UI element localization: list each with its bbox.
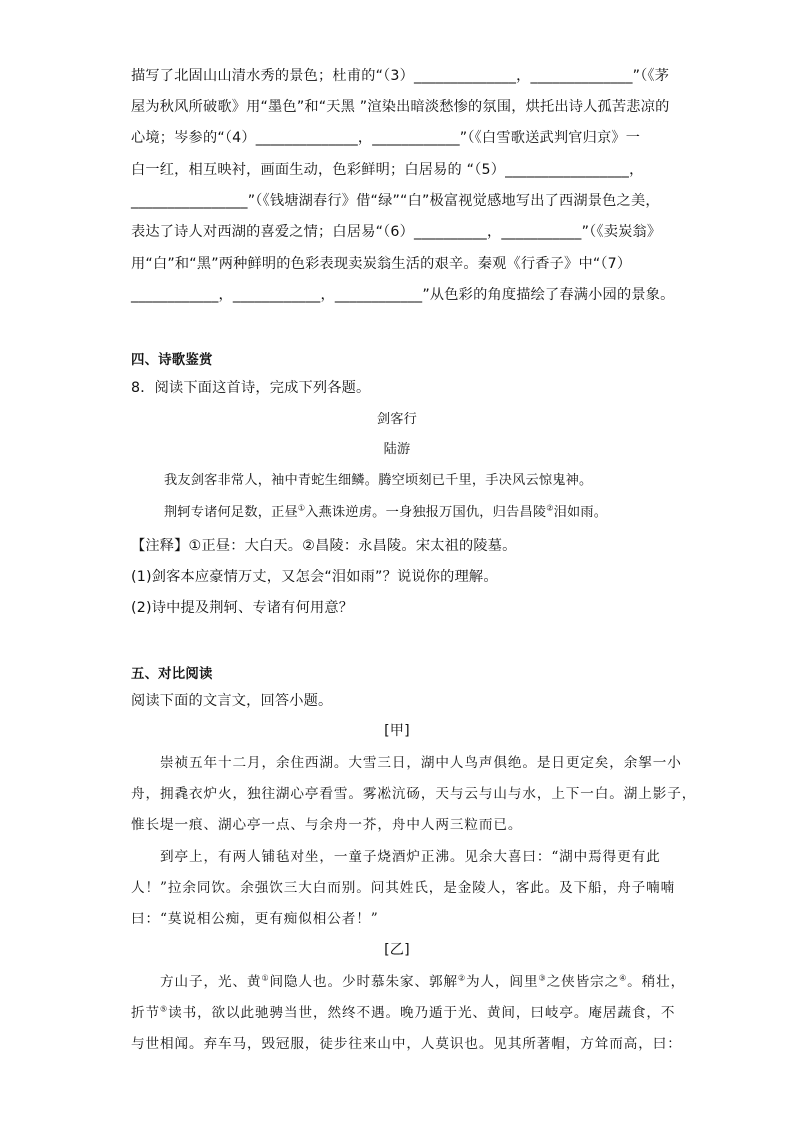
passage-line: 描写了北固山山清水秀的景色；杜甫的“（3）______________，______________”（《茅 bbox=[131, 68, 670, 84]
prose-line: 惟长堤一痕、湖心亭一点、与余舟一芥，舟中人两三粒而已。 bbox=[131, 817, 523, 833]
prose-text: 之侠皆宗之 bbox=[546, 974, 620, 990]
poem-text: 泪如雨。 bbox=[553, 505, 608, 520]
poem-line: 我友剑客非常人，袖中青蛇生细鳞。腾空顷刻已千里，手决风云惊鬼神。 bbox=[164, 473, 593, 488]
note-marker: ① bbox=[297, 503, 306, 513]
prose-text: 为人，闾里 bbox=[466, 974, 539, 990]
sub-question: (1)剑客本应豪情万丈，又怎会“泪如雨”？说说你的理解。 bbox=[131, 569, 498, 585]
passage-line: 屋为秋风所破歌》用“墨色”和“天黑 ”渲染出暗淡愁惨的氛围，烘托出诗人孤苦悲凉的 bbox=[131, 99, 670, 115]
prose-line: 舟，拥毳衣炉火，独往湖心亭看雪。雾凇沆砀，天与云与山与水，上下一白。湖上影子， bbox=[131, 786, 697, 802]
passage-label: [甲] bbox=[384, 723, 410, 739]
note-marker: ② bbox=[546, 503, 554, 513]
prose-text: 读书，欲以此驰骋当世，然终不遇。晚乃遁于光、黄间，曰岐亭。庵居蔬食，不 bbox=[168, 1005, 676, 1021]
note-marker: ② bbox=[457, 973, 467, 983]
prose-line: 曰：“莫说相公痴，更有痴似相公者！” bbox=[131, 911, 379, 927]
poem-text: 入燕诛逆虏。一身独报万国仇，归告昌陵 bbox=[305, 505, 547, 520]
prose-text: 折节 bbox=[131, 1005, 160, 1021]
question-prompt: 8．阅读下面这首诗，完成下列各题。 bbox=[131, 380, 371, 396]
prose-line: 崇祯五年十二月，余住西湖。大雪三日，湖中人鸟声俱绝。是日更定矣，余挐一小 bbox=[160, 755, 682, 771]
passage-label: [乙] bbox=[384, 942, 410, 958]
poem-author: 陆游 bbox=[383, 442, 411, 457]
instruction-text: 阅读下面的文言文，回答小题。 bbox=[131, 693, 333, 709]
prose-line: 到亭上，有两人铺毡对坐，一童子烧酒炉正沸。见余大喜曰：“湖中焉得更有此 bbox=[160, 849, 661, 865]
note-marker: ③ bbox=[538, 973, 547, 983]
annotation-note: 【注释】①正昼：大白天。②昌陵：永昌陵。宋太祖的陵墓。 bbox=[131, 538, 517, 554]
prose-line: 人！”拉余同饮。余强饮三大白而别。问其姓氏，是金陵人，客此。及下船，舟子喃喃 bbox=[131, 880, 676, 896]
note-marker: ⑤ bbox=[160, 1004, 169, 1014]
poem-text: 荆轲专诸何足数，正昼 bbox=[164, 505, 298, 520]
note-marker: ① bbox=[261, 973, 270, 983]
note-marker: ④ bbox=[619, 973, 628, 983]
prose-line: 与世相闻。弃车马，毁冠服，徒步往来山中，人莫识也。见其所著帽，方耸而高，曰： bbox=[131, 1036, 682, 1052]
prose-line bbox=[131, 1003, 675, 1023]
passage-line: 心境；岑参的“（4）______________，____________”（《白雪歌送武判官归京》一 bbox=[131, 130, 641, 146]
prose-text: 。稍壮， bbox=[627, 974, 686, 990]
section-heading: 五、对比阅读 bbox=[131, 667, 213, 682]
passage-line: 白一红，相互映衬，画面生动，色彩鲜明；白居易的 “（5）_________________， bbox=[131, 162, 644, 178]
passage-line: ____________，____________，____________”从色彩的角度描绘了春满小园的景象。 bbox=[131, 287, 675, 303]
passage-line: 用“白”和“黑”两种鲜明的色彩表现卖炭翁生活的艰辛。秦观《行香子》中“（7） bbox=[131, 256, 632, 272]
prose-text: 方山子，光、黄 bbox=[160, 974, 262, 990]
passage-line: 表达了诗人对西湖的喜爱之情；白居易“（6）__________，___________”（《卖炭翁》 bbox=[131, 224, 662, 240]
passage-line: ________________”（《钱塘湖春行》借“绿”“白”极富视觉感地写出了西湖景色之美， bbox=[131, 193, 660, 209]
poem-title: 剑客行 bbox=[376, 412, 418, 427]
prose-line bbox=[160, 972, 685, 992]
sub-question: (2)诗中提及荆轲、专诸有何用意？ bbox=[131, 600, 354, 616]
prose-text: 间隐人也。少时慕朱家、郭解 bbox=[269, 974, 458, 990]
section-heading: 四、诗歌鉴赏 bbox=[131, 353, 213, 368]
poem-line bbox=[164, 503, 607, 523]
